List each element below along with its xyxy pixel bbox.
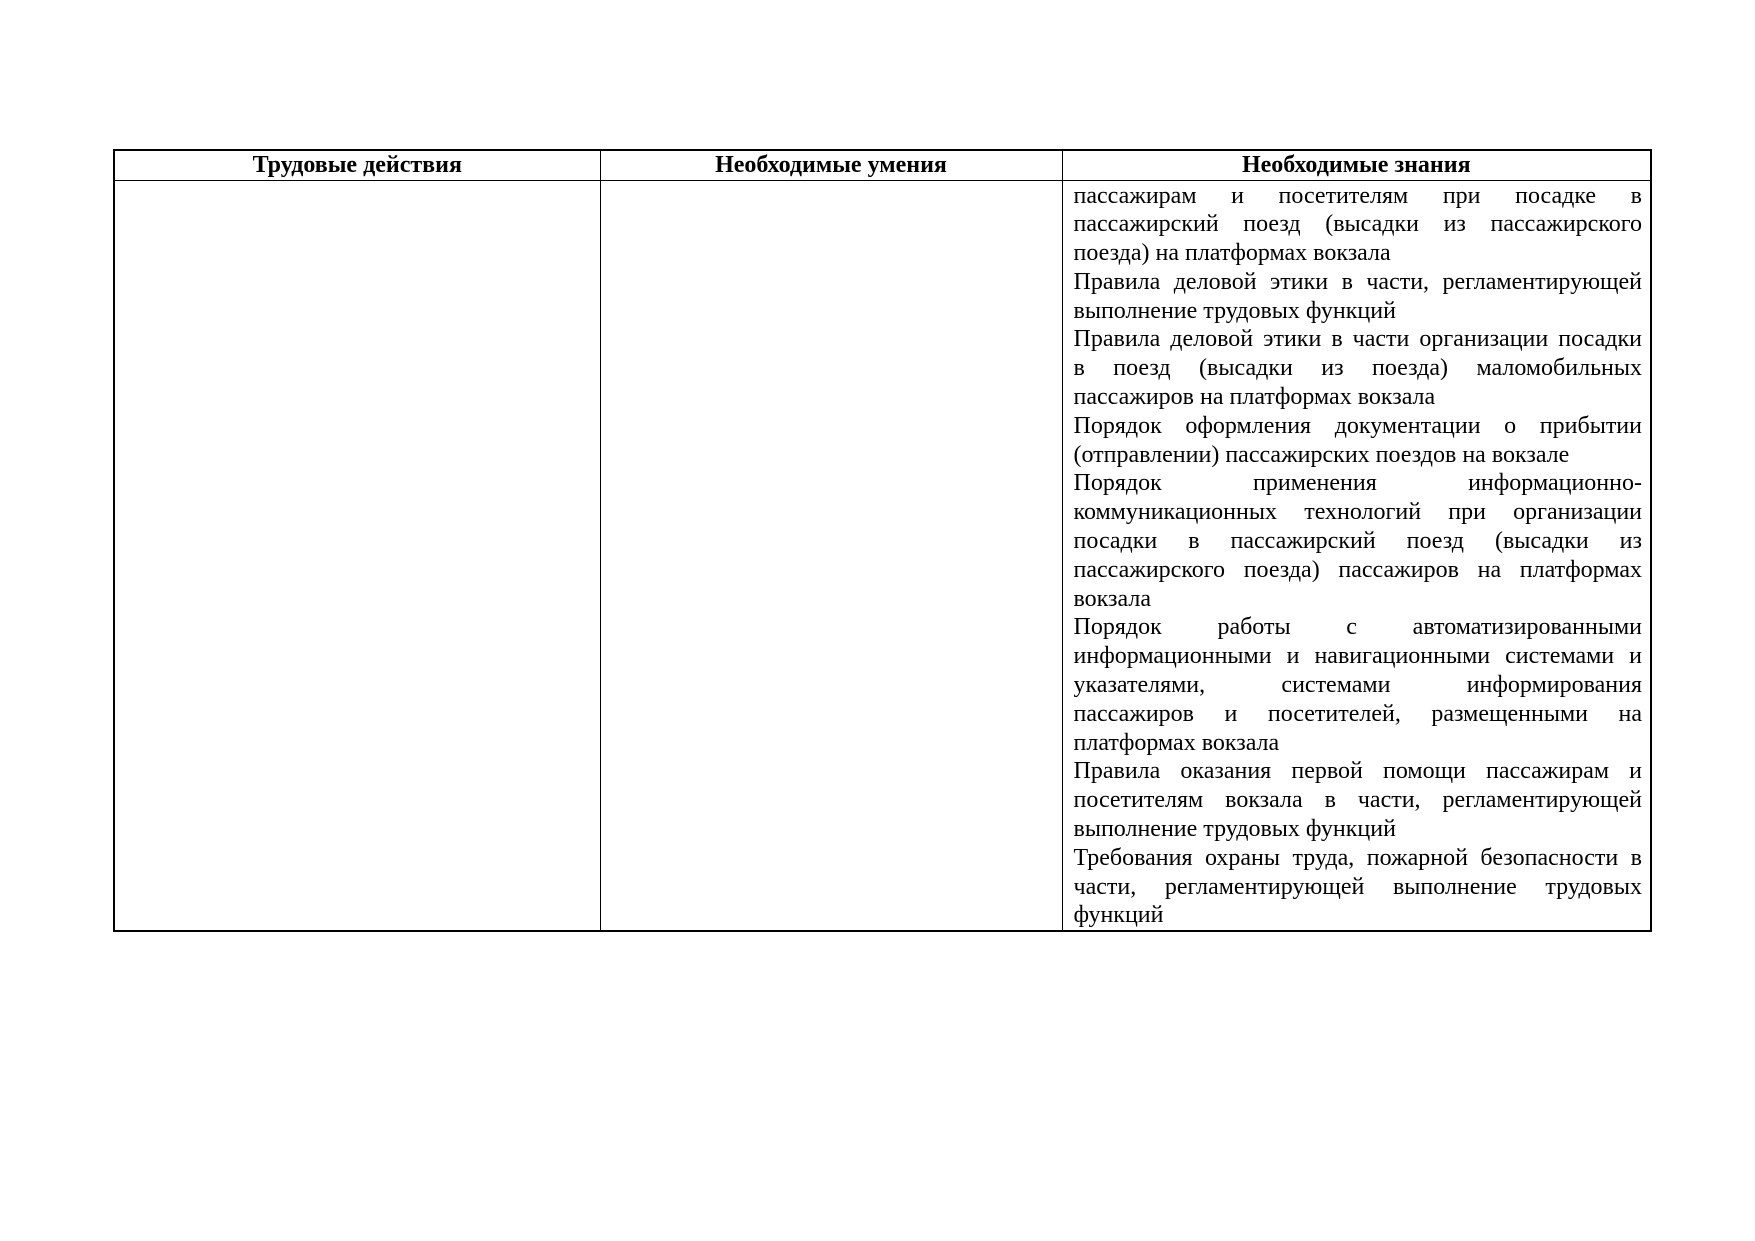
- knowledge-paragraph: [1074, 182, 1643, 268]
- text-line: выполнение трудовых функций: [1073, 297, 1396, 324]
- knowledge-paragraph: [1074, 469, 1643, 613]
- text-line: посадки в пассажирский поезд (высадки из: [1073, 528, 1642, 555]
- knowledge-paragraph: [1074, 757, 1643, 843]
- text-line: в поезд (высадки из поезда) маломобильных: [1073, 355, 1642, 382]
- text-line: Требования охраны труда, пожарной безопасности в: [1073, 844, 1642, 871]
- text-line: Порядок работы с автоматизированными: [1073, 614, 1642, 641]
- table-header-row: [114, 150, 1651, 180]
- header-required-knowledge: Необходимые знания: [1062, 150, 1651, 180]
- labor-actions-cell: [114, 180, 600, 931]
- text-line: Порядок применения информационно-: [1073, 470, 1642, 497]
- knowledge-paragraph: [1074, 412, 1643, 470]
- text-line: указателями, системами информирования: [1073, 672, 1642, 699]
- header-required-skills: Необходимые умения: [600, 150, 1062, 180]
- text-line: функций: [1073, 902, 1164, 929]
- required-knowledge-cell: [1062, 180, 1651, 931]
- text-line: вокзала: [1073, 585, 1151, 612]
- text-line: (отправлении) пассажирских поездов на вокзале: [1073, 441, 1570, 468]
- text-line: поезда) на платформах вокзала: [1073, 240, 1391, 267]
- text-line: информационными и навигационными системами и: [1073, 643, 1642, 670]
- text-line: коммуникационных технологий при организации: [1073, 499, 1642, 526]
- text-line: Порядок оформления документации о прибытии: [1073, 412, 1642, 439]
- competency-table: [113, 149, 1652, 932]
- knowledge-paragraph: [1074, 268, 1643, 326]
- table-body-row: [114, 180, 1651, 931]
- text-line: платформах вокзала: [1073, 729, 1280, 756]
- text-line: пассажиров и посетителей, размещенными на: [1073, 700, 1642, 727]
- knowledge-paragraph: [1074, 325, 1643, 411]
- required-skills-cell: [600, 180, 1062, 931]
- text-line: пассажирского поезда) пассажиров на платформах: [1073, 556, 1642, 583]
- text-line: пассажиров на платформах вокзала: [1073, 384, 1436, 411]
- text-line: пассажирам и посетителям при посадке в: [1073, 182, 1642, 209]
- text-line: Правила деловой этики в части, регламентирующей: [1073, 268, 1642, 295]
- text-line: выполнение трудовых функций: [1073, 816, 1396, 843]
- knowledge-paragraph: [1074, 844, 1643, 930]
- text-line: части, регламентирующей выполнение трудовых: [1073, 873, 1642, 900]
- text-line: Правила деловой этики в части организации посадки: [1073, 326, 1642, 353]
- text-line: Правила оказания первой помощи пассажирам и: [1073, 758, 1642, 785]
- text-line: посетителям вокзала в части, регламентирующей: [1073, 787, 1642, 814]
- knowledge-paragraph: [1074, 613, 1643, 757]
- text-line: пассажирский поезд (высадки из пассажирского: [1073, 211, 1642, 238]
- header-labor-actions: Трудовые действия: [114, 150, 600, 180]
